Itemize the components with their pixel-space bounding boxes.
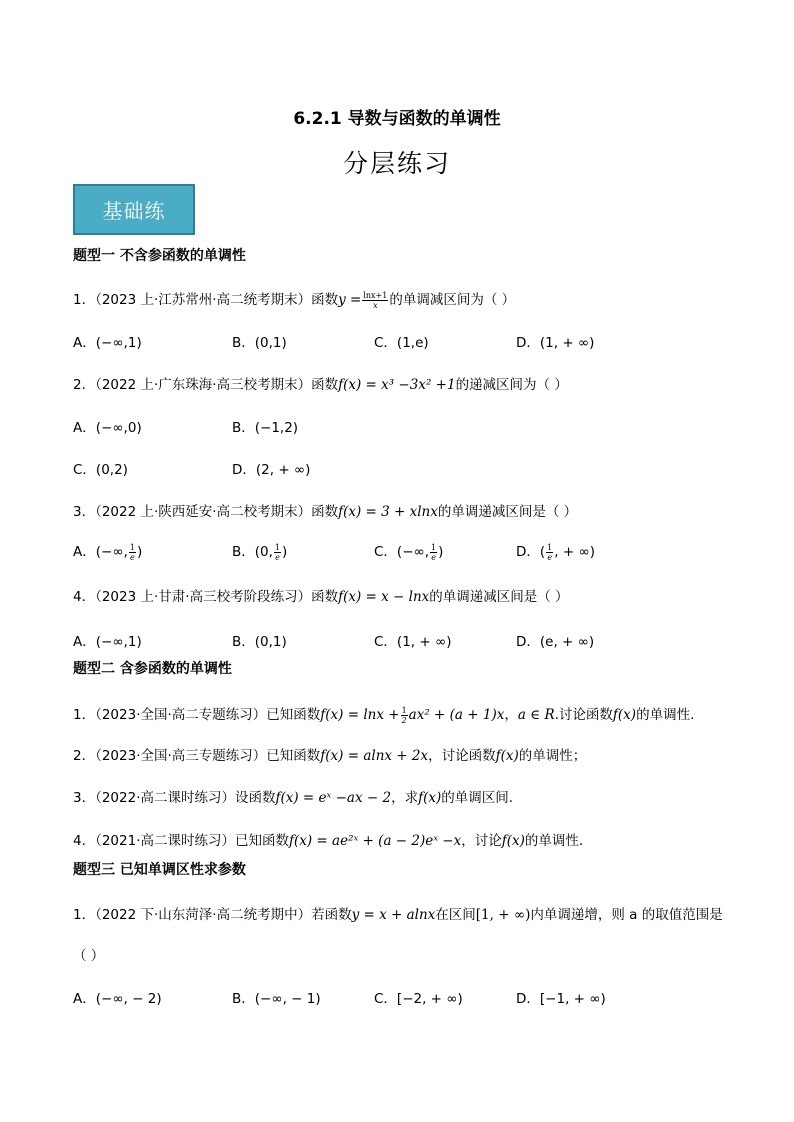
- option-a: A．(−∞,1): [73, 335, 142, 351]
- option-b: B．(−∞, − 1): [232, 991, 321, 1007]
- option-d: D．[−1, + ∞): [516, 991, 606, 1007]
- option-tail: ): [282, 544, 288, 560]
- question-source: （2023·全国·高二专题练习）已知函数: [95, 707, 321, 723]
- math-expression: ax² + (a + 1)x: [408, 707, 505, 723]
- question-tail: ，讨论: [461, 833, 502, 849]
- fraction: [546, 543, 553, 562]
- question-tail: 的单调减区间为（ ）: [389, 292, 516, 308]
- fraction-denominator: 2: [401, 715, 407, 725]
- document-subtitle: 分层练习: [342, 149, 451, 178]
- section-heading-1: 题型一 不含参函数的单调性: [73, 248, 246, 264]
- question-tail: 的单调递减区间是（ ）: [429, 589, 569, 605]
- fraction: [362, 291, 388, 310]
- question-number: 2．: [73, 377, 96, 393]
- question-source: （2023 上·江苏常州·高二统考期末）函数: [95, 292, 339, 308]
- question-source: （2022 下·山东菏泽·高二统考期中）若函数: [95, 907, 352, 923]
- question-1-4: [73, 585, 569, 605]
- question-2-2: [73, 744, 586, 764]
- question-tail: .讨论函数: [554, 707, 613, 723]
- option-d: D．(e, + ∞): [516, 634, 595, 650]
- question-number: 1．: [73, 707, 96, 723]
- math-expression: f(x) = 3 + xlnx: [338, 504, 438, 520]
- option-b: B．(0,1): [232, 335, 287, 351]
- question-3-1: [73, 903, 723, 923]
- fraction-denominator: e: [547, 552, 553, 562]
- question-2-4: [73, 829, 583, 849]
- question-tail: 的单调递减区间是（ ）: [437, 504, 578, 520]
- option-d: D．(1, + ∞): [516, 335, 595, 351]
- question-number: 4．: [73, 589, 96, 605]
- math-expression: f(x) = x − lnx: [338, 589, 430, 605]
- question-number: 3．: [73, 504, 96, 520]
- fraction: [430, 543, 437, 562]
- question-number: 1．: [73, 292, 96, 308]
- option-c: C．[−2, + ∞): [374, 991, 463, 1007]
- question-number: 2．: [73, 748, 96, 764]
- question-tail: 内单调递增，则 a 的取值范围是: [530, 907, 723, 923]
- question-1-3: [73, 500, 577, 520]
- question-source: （2022 上·广东珠海·高三校考期末）函数: [95, 377, 339, 393]
- option-d: D．(2, + ∞): [232, 462, 311, 478]
- math-expression: f(x) = alnx + 2x: [320, 748, 429, 764]
- math-function: f(x): [612, 707, 637, 723]
- math-expression: f(x) = x³ −3x² +1: [338, 377, 456, 393]
- question-2-1: [73, 703, 694, 725]
- option-c: [374, 540, 443, 562]
- fraction-denominator: e: [431, 552, 436, 562]
- fraction-numerator: lnx+1: [363, 290, 388, 300]
- fraction: [401, 706, 408, 725]
- question-tail: ，求: [391, 790, 419, 806]
- option-tail: , + ∞): [554, 544, 595, 560]
- math-expression: y = x + alnx: [351, 907, 436, 923]
- document-title: 6.2.1 导数与函数的单调性: [293, 109, 501, 129]
- question-source: （2023 上·甘肃·高三校考阶段练习）函数: [95, 589, 339, 605]
- fraction-numerator: 1: [129, 542, 135, 552]
- option-d: [516, 540, 595, 562]
- question-source: （2022·高二课时练习）设函数: [95, 790, 276, 806]
- question-tail: 的单调性.: [524, 833, 584, 849]
- option-a: A．(−∞,0): [73, 420, 142, 436]
- math-function: f(x): [501, 833, 525, 849]
- option-b: [232, 540, 287, 562]
- option-c: C．(1, + ∞): [374, 634, 452, 650]
- section-badge: 基础练: [73, 184, 195, 235]
- option-label: D．(: [516, 544, 546, 560]
- math-expression: f(x) = ae²ˣ + (a − 2)eˣ −x: [289, 833, 462, 849]
- fraction: [274, 543, 281, 562]
- fraction-denominator: e: [130, 552, 135, 562]
- question-tail: 的递减区间为（ ）: [455, 377, 568, 393]
- question-mid: 在区间: [435, 907, 476, 923]
- option-b: B．(−1,2): [232, 420, 299, 436]
- fraction-denominator: x: [373, 300, 378, 310]
- option-a: A．(−∞,1): [73, 634, 142, 650]
- math-expression: f(x) = eˣ −ax − 2: [275, 790, 392, 806]
- question-tail: 的单调性.: [636, 707, 695, 723]
- option-a: [73, 540, 142, 562]
- question-number: 1．: [73, 907, 96, 923]
- section-heading-2: 题型二 含参函数的单调性: [73, 661, 232, 677]
- math-expression: f(x) = lnx +: [320, 707, 400, 723]
- option-tail: ): [136, 544, 143, 560]
- math-function: f(x): [418, 790, 442, 806]
- option-tail: ): [438, 544, 444, 560]
- answer-parentheses: （ ）: [73, 948, 105, 964]
- option-label: A．(−∞,: [73, 544, 128, 560]
- option-c: C．(0,2): [73, 462, 128, 478]
- option-c: C．(1,e): [374, 335, 429, 351]
- fraction-numerator: 1: [431, 542, 437, 552]
- option-label: C．(−∞,: [374, 544, 430, 560]
- question-1-2: [73, 373, 568, 393]
- section-heading-3: 题型三 已知单调区性求参数: [73, 862, 246, 878]
- math-expression: y =: [338, 292, 362, 308]
- question-number: 3．: [73, 790, 96, 806]
- option-a: A．(−∞, − 2): [73, 991, 162, 1007]
- question-1-1: [73, 288, 515, 310]
- fraction: [129, 543, 136, 562]
- question-number: 4．: [73, 833, 96, 849]
- question-tail: ，讨论函数: [428, 748, 496, 764]
- separator: ，: [504, 707, 518, 723]
- option-b: B．(0,1): [232, 634, 287, 650]
- fraction-numerator: 1: [401, 705, 407, 715]
- question-source: （2021·高二课时练习）已知函数: [95, 833, 289, 849]
- question-source: （2023·全国·高三专题练习）已知函数: [95, 748, 321, 764]
- math-condition: a ∈ R: [517, 707, 555, 723]
- question-2-3: [73, 786, 513, 806]
- question-tail: 的单调性；: [518, 748, 587, 764]
- fraction-denominator: e: [275, 552, 280, 562]
- math-function: f(x): [495, 748, 519, 764]
- fraction-numerator: 1: [274, 542, 281, 552]
- math-interval: [1, + ∞): [475, 907, 531, 923]
- question-source: （2022 上·陕西延安·高二校考期末）函数: [95, 504, 339, 520]
- option-label: B．(0,: [232, 544, 273, 560]
- fraction-numerator: 1: [547, 542, 553, 552]
- question-tail: 的单调区间.: [441, 790, 514, 806]
